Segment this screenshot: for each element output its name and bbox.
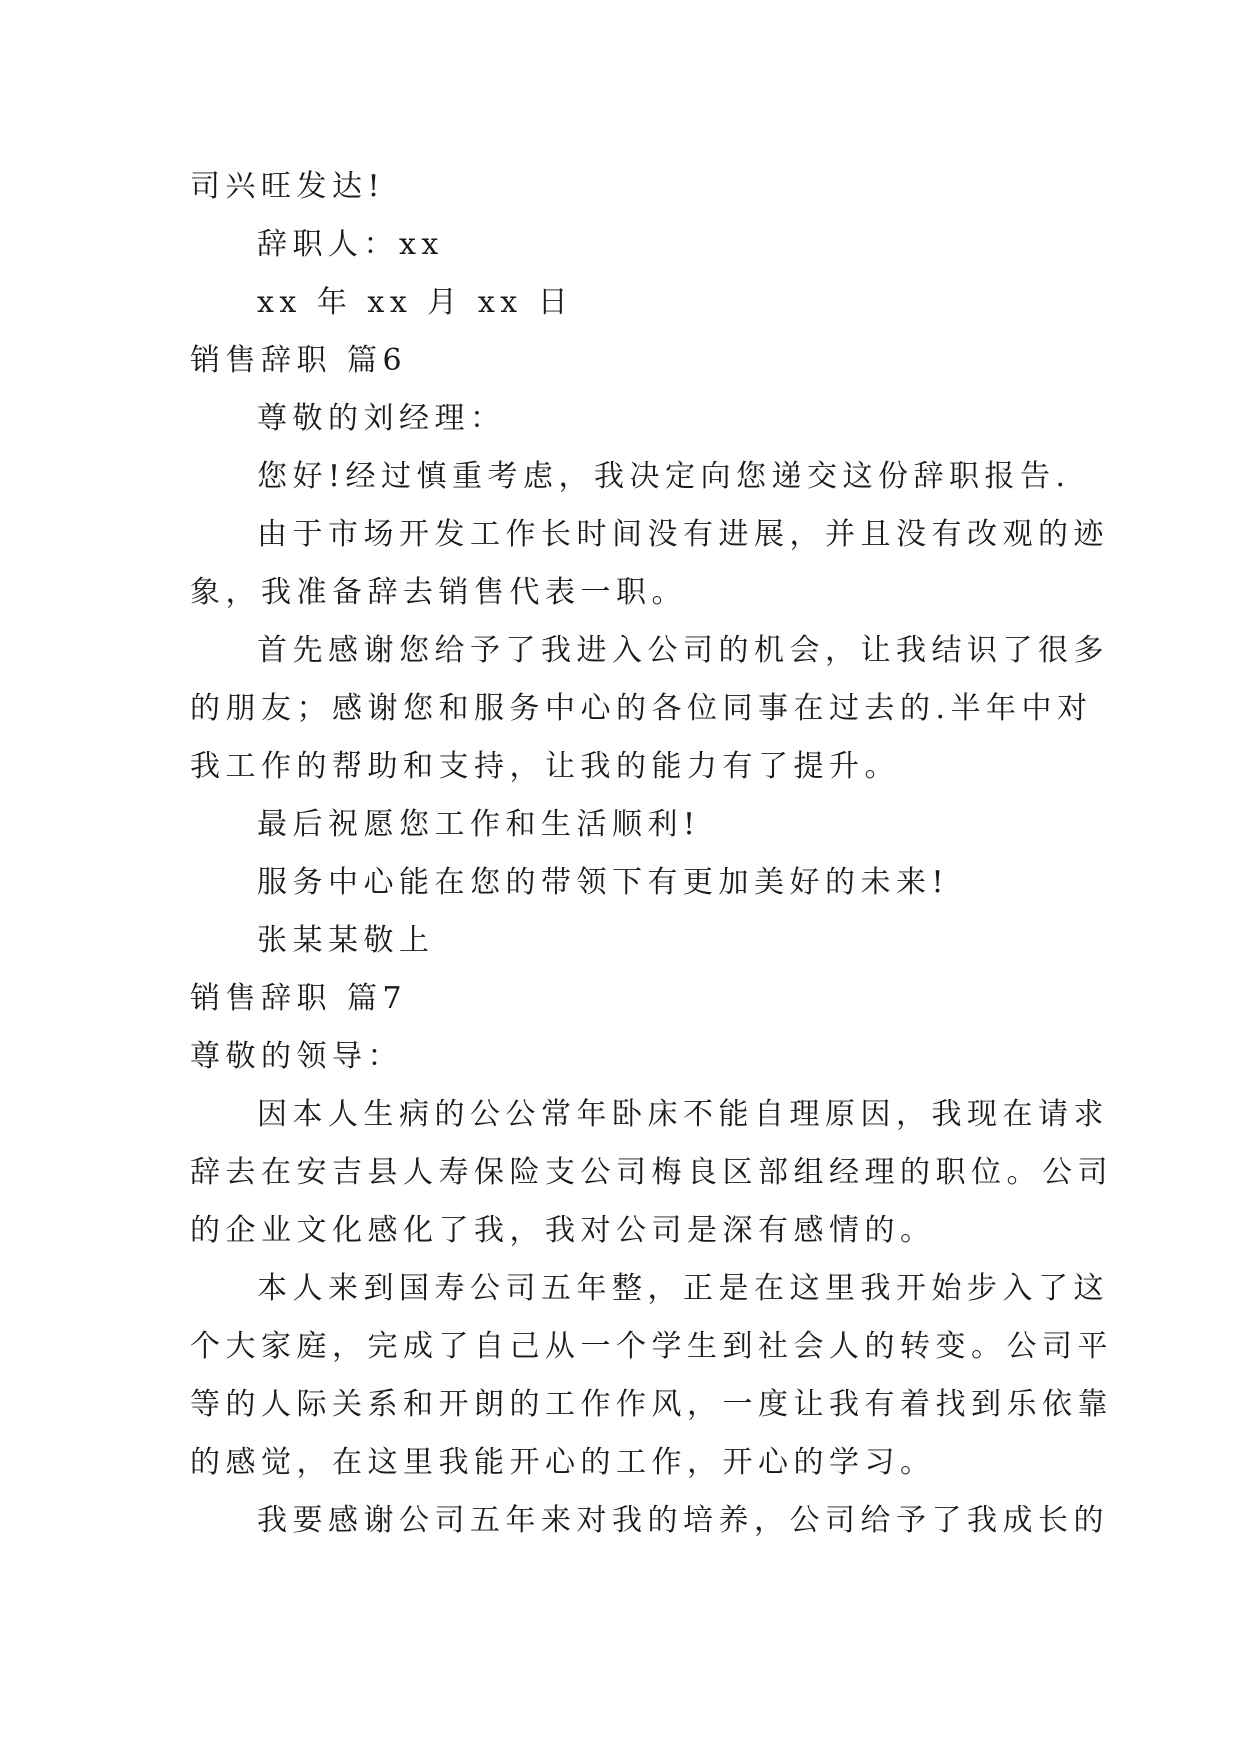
text-line: 因本人生病的公公常年卧床不能自理原因，我现在请求 — [257, 1097, 1109, 1132]
text-line: 本人来到国寿公司五年整，正是在这里我开始步入了这 — [257, 1271, 1109, 1306]
text-line: 象，我准备辞去销售代表一职。 — [190, 575, 687, 610]
text-line: 由于市场开发工作长时间没有进展，并且没有改观的迹 — [257, 517, 1109, 552]
text-line: 首先感谢您给予了我进入公司的机会，让我结识了很多 — [257, 633, 1109, 668]
text-line: 您好!经过慎重考虑，我决定向您递交这份辞职报告. — [257, 459, 1071, 494]
salutation: 尊敬的刘经理： — [257, 401, 506, 436]
text-line: 最后祝愿您工作和生活顺利! — [257, 807, 701, 842]
text-line: 辞去在安吉县人寿保险支公司梅良区部组经理的职位。公司 — [190, 1155, 1113, 1190]
section-heading: 销售辞职 篇6 — [190, 343, 408, 378]
text-line: 的朋友；感谢您和服务中心的各位同事在过去的.半年中对 — [190, 691, 1093, 726]
text-line: 司兴旺发达! — [190, 169, 386, 204]
text-line: 的企业文化感化了我，我对公司是深有感情的。 — [190, 1213, 936, 1248]
salutation: 尊敬的领导： — [190, 1039, 403, 1074]
text-line: 服务中心能在您的带领下有更加美好的未来! — [257, 865, 950, 900]
text-line: 个大家庭，完成了自己从一个学生到社会人的转变。公司平 — [190, 1329, 1113, 1364]
signatory-line: 辞职人：xx — [257, 227, 444, 262]
signature-line: 张某某敬上 — [257, 923, 435, 958]
text-line: 我要感谢公司五年来对我的培养，公司给予了我成长的 — [257, 1503, 1109, 1538]
text-line: 我工作的帮助和支持，让我的能力有了提升。 — [190, 749, 900, 784]
date-line: xx 年 xx 月 xx 日 — [257, 285, 574, 320]
text-line: 的感觉，在这里我能开心的工作，开心的学习。 — [190, 1445, 936, 1480]
text-line: 等的人际关系和开朗的工作作风，一度让我有着找到乐依靠 — [190, 1387, 1113, 1422]
section-heading: 销售辞职 篇7 — [190, 981, 408, 1016]
